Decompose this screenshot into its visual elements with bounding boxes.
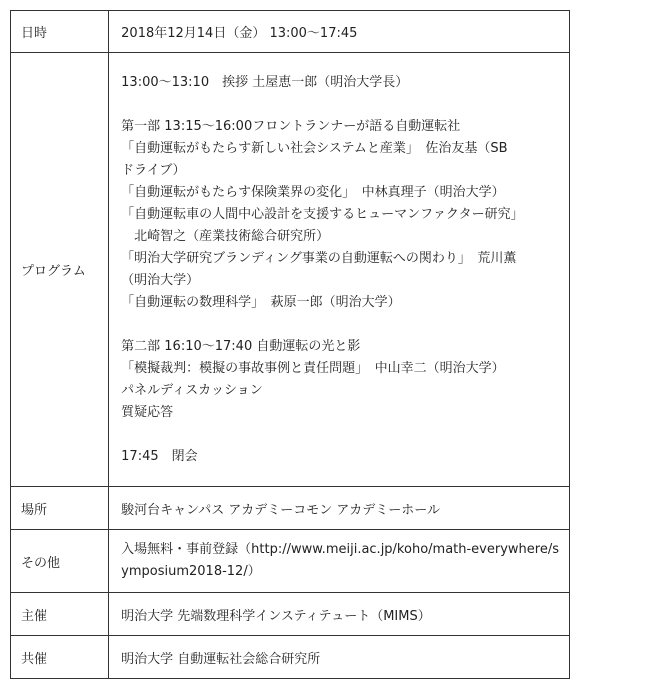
registration-line: 入場無料・事前登録（http://www.meiji.ac.jp/koho/math-everywhere/s	[121, 542, 559, 557]
program-line: 質疑応答	[121, 404, 174, 420]
program-line: 「自動運転がもたらす保険業界の変化」 中林真理子（明治大学）	[121, 184, 505, 200]
registration-line: ymposium2018-12/）	[121, 564, 261, 579]
host-label: 主催	[11, 593, 109, 636]
other-value	[109, 530, 570, 593]
program-line: 「模擬裁判：模擬の事故事例と責任問題」 中山幸二（明治大学）	[121, 360, 505, 376]
other-label: その他	[11, 530, 109, 593]
program-spacer	[121, 424, 559, 446]
program-line: 「自動運転の数理科学」 萩原一郎（明治大学）	[121, 294, 401, 310]
row-date	[11, 11, 570, 53]
row-other	[11, 530, 570, 593]
program-line: 「明治大学研究ブランディング事業の自動運転への関わり」 荒川薫	[121, 250, 517, 266]
row-host	[11, 593, 570, 636]
program-line: 第二部 16:10〜17:40 自動運転の光と影	[121, 338, 361, 354]
place-value: 駿河台キャンパス アカデミーコモン アカデミーホール	[109, 487, 570, 530]
row-place	[11, 487, 570, 530]
row-cohost	[11, 636, 570, 679]
cohost-label: 共催	[11, 636, 109, 679]
program-line: 第一部 13:15〜16:00フロントランナーが語る自動運転社	[121, 118, 461, 134]
event-info-table	[10, 10, 570, 679]
program-line: パネルディスカッション	[121, 382, 263, 398]
program-value	[109, 53, 570, 487]
program-line: ドライブ）	[121, 162, 186, 178]
place-label: 場所	[11, 487, 109, 530]
row-program	[11, 53, 570, 487]
program-label: プログラム	[11, 53, 109, 487]
program-line: 「自動運転がもたらす新しい社会システムと産業」 佐治友基（SB	[121, 140, 508, 156]
cohost-value: 明治大学 自動運転社会総合研究所	[109, 636, 570, 679]
program-line: 北崎智之（産業技術総合研究所）	[121, 228, 330, 244]
date-label: 日時	[11, 11, 109, 53]
program-spacer	[121, 314, 559, 336]
program-spacer	[121, 94, 559, 116]
program-line: （明治大学）	[121, 272, 200, 288]
program-line: 13:00〜13:10 挨拶 土屋恵一郎（明治大学長）	[121, 74, 409, 90]
program-line: 17:45 閉会	[121, 448, 198, 464]
date-value: 2018年12月14日（金） 13:00〜17:45	[109, 11, 570, 53]
program-line: 「自動運転車の人間中心設計を支援するヒューマンファクター研究」	[121, 206, 524, 222]
host-value: 明治大学 先端数理科学インスティテュート（MIMS）	[109, 593, 570, 636]
